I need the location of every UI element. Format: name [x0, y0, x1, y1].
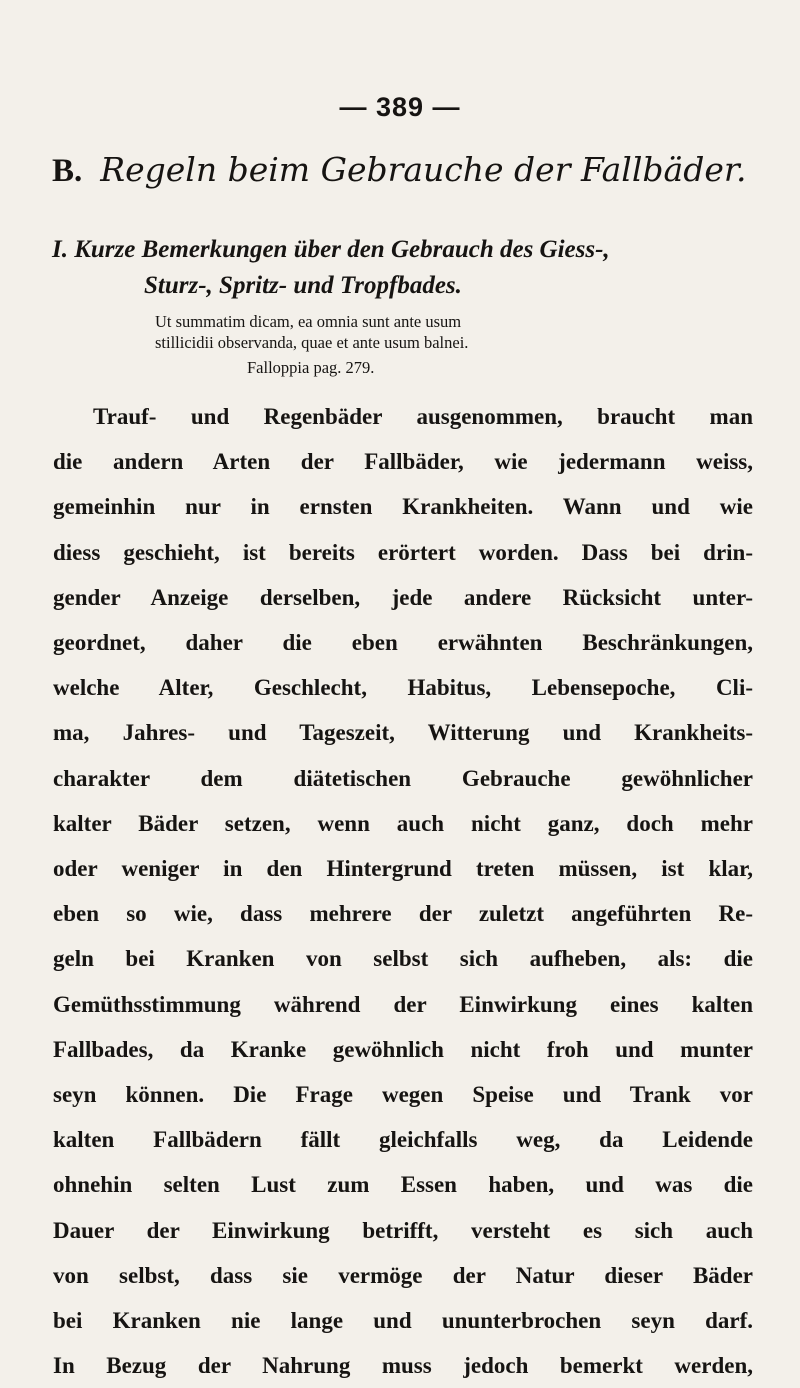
- body-line: geordnet, daher die eben erwähnten Beschränkungen,: [53, 630, 753, 656]
- body-line: ma, Jahres- und Tageszeit, Witterung und Krankheits-: [53, 720, 753, 746]
- page-number: — 389 —: [339, 92, 461, 122]
- section-heading: [52, 150, 752, 190]
- body-line: die andern Arten der Fallbäder, wie jedermann weiss,: [53, 449, 753, 475]
- epigraph-source: Falloppia pag. 279.: [247, 358, 375, 377]
- body-line: geln bei Kranken von selbst sich aufheben, als: die: [53, 946, 753, 972]
- body-line: In Bezug der Nahrung muss jedoch bemerkt werden,: [53, 1353, 753, 1379]
- body-line: Gemüthsstimmung während der Einwirkung eines kalten: [53, 991, 753, 1017]
- body-line: gemeinhin nur in ernsten Krankheiten. Wann und wie: [53, 494, 753, 520]
- body-line: von selbst, dass sie vermöge der Natur dieser Bäder: [53, 1262, 753, 1288]
- subheading-line: Sturz-, Spritz- und Tropfbades.: [144, 272, 462, 299]
- body-line: ohnehin selten Lust zum Essen haben, und was die: [53, 1172, 753, 1198]
- subsection-heading: [52, 232, 752, 304]
- body-line: kalten Fallbädern fällt gleichfalls weg, da Leidende: [53, 1127, 753, 1153]
- body-line: charakter dem diätetischen Gebrauche gewöhnlicher: [53, 765, 753, 791]
- body-line: gender Anzeige derselben, jede andere Rücksicht unter-: [53, 584, 753, 610]
- body-line: Trauf- und Regenbäder ausgenommen, braucht man: [93, 404, 753, 429]
- body-line: oder weniger in den Hintergrund treten müssen, ist klar,: [53, 856, 753, 882]
- body-line: bei Kranken nie lange und ununterbrochen seyn darf.: [53, 1308, 753, 1334]
- body-line: diess geschieht, ist bereits erörtert worden. Dass bei drin-: [53, 539, 753, 565]
- body-text: [53, 394, 753, 1388]
- body-line: kalter Bäder setzen, wenn auch nicht ganz, doch mehr: [53, 810, 753, 836]
- body-line: welche Alter, Geschlecht, Habitus, Lebensepoche, Cli-: [53, 675, 753, 701]
- body-line: Fallbades, da Kranke gewöhnlich nicht froh und munter: [53, 1036, 753, 1062]
- body-line: seyn können. Die Frage wegen Speise und Trank vor: [53, 1082, 753, 1108]
- section-marker: B.: [52, 153, 83, 189]
- body-line: eben so wie, dass mehrere der zuletzt angeführten Re-: [53, 901, 753, 927]
- epigraph-line: stillicidii observanda, quae et ante usum balnei.: [155, 333, 469, 352]
- epigraph-line: Ut summatim dicam, ea omnia sunt ante usum: [155, 312, 462, 331]
- section-title: Regeln beim Gebrauche der Fallbäder.: [100, 150, 747, 189]
- body-line: Dauer der Einwirkung betrifft, versteht es sich auch: [53, 1217, 753, 1243]
- subheading-line: I. Kurze Bemerkungen über den Gebrauch des Giess-,: [52, 236, 610, 263]
- epigraph: [155, 311, 715, 378]
